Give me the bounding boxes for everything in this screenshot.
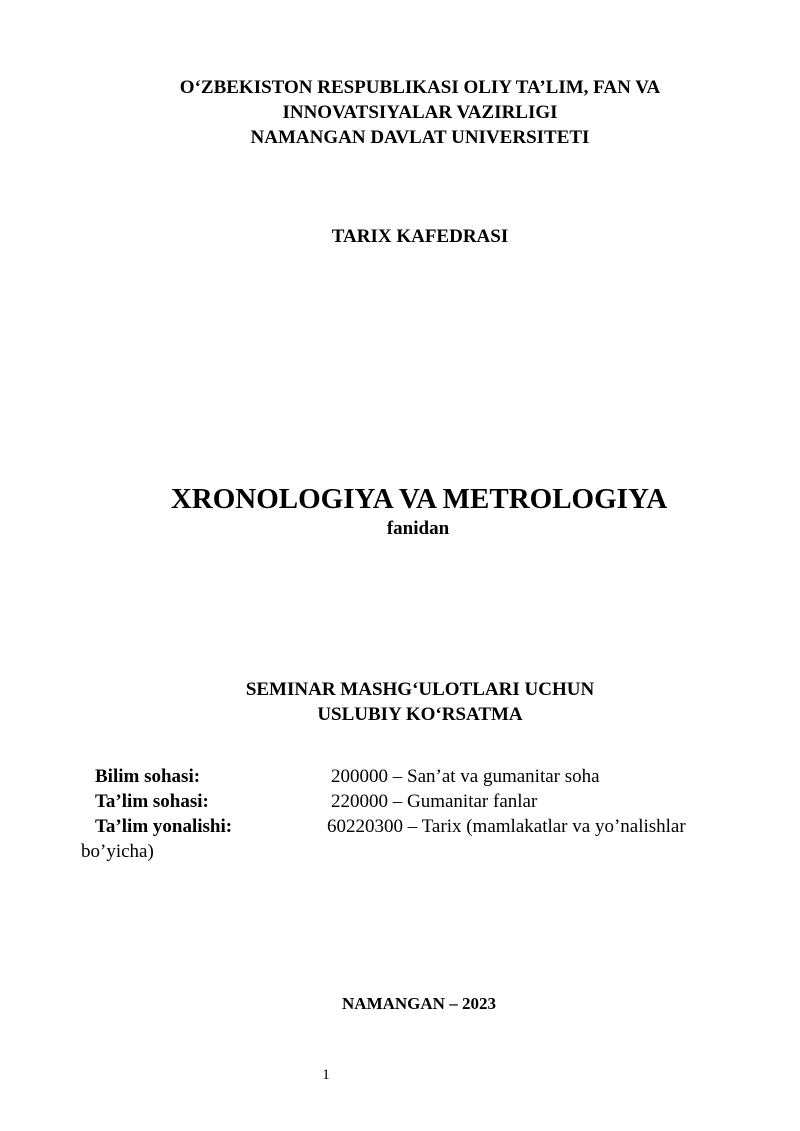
subject-suffix: fanidan <box>386 518 450 539</box>
document-type-line-1: SEMINAR MASHG‘ULOTLARI UCHUN <box>245 679 595 700</box>
info-label: Ta’lim sohasi: <box>95 791 209 812</box>
subject-title: XRONOLOGIYA VA METROLOGIYA <box>170 483 668 515</box>
info-value: 60220300 – Tarix (mamlakatlar va yo’nalishlar <box>327 816 686 837</box>
department-name: TARIX KAFEDRASI <box>331 226 509 247</box>
ministry-name-line-1: O‘ZBEKISTON RESPUBLIKASI OLIY TA’LIM, FAN VA <box>179 77 661 98</box>
document-type <box>0 677 800 727</box>
info-value-continuation: bo’yicha) <box>81 841 154 862</box>
info-label: Bilim sohasi: <box>95 766 201 787</box>
city-year: NAMANGAN – 2023 <box>342 994 496 1013</box>
ministry-header <box>0 75 800 150</box>
page-number: 1 <box>322 1067 330 1083</box>
info-value: 220000 – Gumanitar fanlar <box>331 791 538 812</box>
info-label: Ta’lim yonalishi: <box>95 816 233 837</box>
university-name: NAMANGAN DAVLAT UNIVERSITETI <box>250 127 590 148</box>
info-value: 200000 – San’at va gumanitar soha <box>331 766 600 787</box>
ministry-name-line-2: INNOVATSIYALAR VAZIRLIGI <box>282 102 558 123</box>
document-type-line-2: USLUBIY KO‘RSATMA <box>317 704 523 725</box>
